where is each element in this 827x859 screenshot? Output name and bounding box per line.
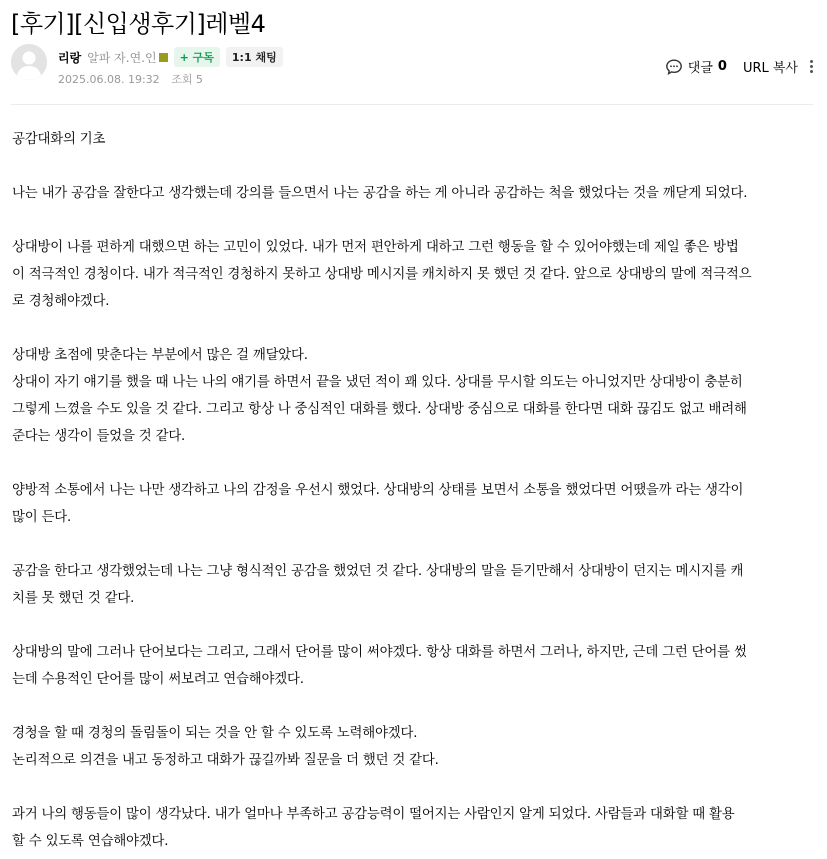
paragraph-spacer bbox=[12, 315, 817, 342]
subscribe-button[interactable]: + 구독 bbox=[174, 47, 220, 67]
content-line: 나는 내가 공감을 잘한다고 생각했는데 강의를 들으면서 나는 공감을 하는 게 아니라 공감하는 척을 했었다는 것을 깨닫게 되었다. bbox=[12, 186, 748, 201]
content-paragraph bbox=[12, 639, 817, 693]
paragraph-spacer bbox=[12, 531, 817, 558]
post-title: [후기][신입생후기]레벨4 bbox=[11, 10, 266, 38]
comment-button[interactable] bbox=[665, 57, 727, 76]
content-paragraph bbox=[12, 180, 817, 207]
content-line: 경청을 할 때 경청의 돌림돌이 되는 것을 안 할 수 있도록 노력해야겠다. bbox=[12, 726, 418, 741]
content-line: 상대이 자기 얘기를 했을 때 나는 나의 얘기를 하면서 끝을 냈던 적이 꽤 있다. 상대를 무시할 의도는 아니었지만 상대방이 충분히 bbox=[12, 375, 743, 390]
default-profile-icon bbox=[11, 44, 47, 80]
content-paragraph bbox=[12, 558, 817, 612]
content-line: 많이 든다. bbox=[12, 510, 72, 525]
paragraph-spacer bbox=[12, 207, 817, 234]
content-line: 상대방이 나를 편하게 대했으면 하는 고민이 있었다. 내가 먼저 편안하게 대하고 그런 행동을 할 수 있어야했는데 제일 좋은 방법 bbox=[12, 240, 739, 255]
author-grade bbox=[87, 49, 167, 66]
content-line: 로 경청해야겠다. bbox=[12, 294, 110, 309]
content-paragraph bbox=[12, 801, 817, 855]
content-line: 상대방 초점에 맞춘다는 부분에서 많은 걸 깨달았다. bbox=[12, 348, 308, 363]
post-date: 2025.06.08. 19:32 bbox=[58, 73, 160, 86]
author-grade-label: 알파 자.연.인 bbox=[87, 50, 157, 65]
content-paragraph bbox=[12, 126, 817, 153]
grade-badge-icon bbox=[159, 53, 168, 62]
paragraph-spacer bbox=[12, 612, 817, 639]
post-meta bbox=[58, 71, 203, 87]
content-line: 공감대화의 기초 bbox=[12, 132, 106, 147]
post-views: 조회 5 bbox=[171, 73, 203, 86]
post-tools bbox=[665, 57, 813, 76]
content-line: 상대방의 말에 그러나 단어보다는 그리고, 그래서 단어를 많이 써야겠다. 항상 대화를 하면서 그러나, 하지만, 근데 그런 단어를 썼 bbox=[12, 645, 747, 660]
content-line: 논리적으로 의견을 내고 동정하고 대화가 끊길까봐 질문을 더 했던 것 같다. bbox=[12, 753, 439, 768]
paragraph-spacer bbox=[12, 153, 817, 180]
vertical-dots-icon[interactable] bbox=[810, 60, 813, 73]
content-line: 양방적 소통에서 나는 나만 생각하고 나의 감정을 우선시 했었다. 상대방의 상태를 보면서 소통을 했었다면 어땠을까 라는 생각이 bbox=[12, 483, 744, 498]
post-content bbox=[12, 126, 817, 855]
chat-button[interactable]: 1:1 채팅 bbox=[226, 47, 283, 67]
comment-count: 0 bbox=[717, 59, 727, 74]
content-line: 준다는 생각이 들었을 것 같다. bbox=[12, 429, 186, 444]
author-avatar[interactable] bbox=[11, 44, 47, 80]
content-line: 공감을 한다고 생각했었는데 나는 그냥 형식적인 공감을 했었던 것 같다. 상대방의 말을 듣기만해서 상대방이 던지는 메시지를 캐 bbox=[12, 564, 744, 579]
paragraph-spacer bbox=[12, 693, 817, 720]
content-line: 이 적극적인 경청이다. 내가 적극적인 경청하지 못하고 상대방 메시지를 캐치하지 못 했던 것 같다. 앞으로 상대방의 말에 적극적으 bbox=[12, 267, 752, 282]
content-paragraph bbox=[12, 477, 817, 531]
author-info bbox=[58, 47, 283, 67]
content-line: 치를 못 했던 것 같다. bbox=[12, 591, 135, 606]
content-line: 는데 수용적인 단어를 많이 써보려고 연습해야겠다. bbox=[12, 672, 304, 687]
content-line: 할 수 있도록 연습해야겠다. bbox=[12, 834, 169, 849]
paragraph-spacer bbox=[12, 450, 817, 477]
speech-bubble-icon bbox=[665, 58, 683, 76]
url-copy-button[interactable]: URL 복사 bbox=[742, 61, 798, 76]
comment-label: 댓글 bbox=[687, 61, 713, 76]
content-line: 과거 나의 행동들이 많이 생각났다. 내가 얼마나 부족하고 공감능력이 떨어지는 사람인지 알게 되었다. 사람들과 대화할 때 활용 bbox=[12, 807, 735, 822]
header-divider bbox=[11, 104, 813, 105]
content-paragraph bbox=[12, 342, 817, 450]
content-paragraph bbox=[12, 234, 817, 315]
content-line: 그렇게 느꼈을 수도 있을 것 같다. 그리고 항상 나 중심적인 대화를 했다. 상대방 중심으로 대화를 한다면 대화 끊김도 없고 배려해 bbox=[12, 402, 747, 417]
paragraph-spacer bbox=[12, 774, 817, 801]
author-nickname[interactable]: 리랑 bbox=[58, 50, 82, 65]
content-paragraph bbox=[12, 720, 817, 774]
